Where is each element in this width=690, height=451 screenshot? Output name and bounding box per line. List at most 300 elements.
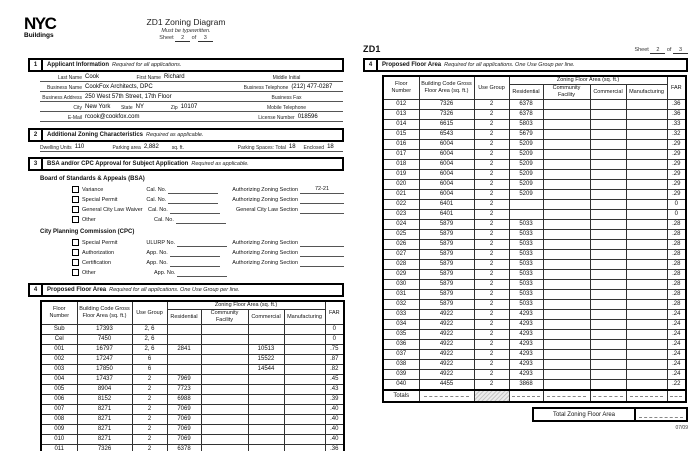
cell-commercial[interactable] [590, 220, 626, 230]
cell-use-group[interactable]: 2, 6 [132, 325, 167, 335]
cell-residential[interactable]: 5209 [509, 150, 543, 160]
cell-far[interactable]: .36 [667, 110, 686, 120]
cell-community-facility[interactable] [543, 300, 590, 310]
authorizing-zoning-section-field[interactable] [300, 266, 344, 267]
cell-manufacturing[interactable] [284, 365, 325, 375]
cell-floor-number[interactable]: 009 [41, 425, 77, 435]
cell-far[interactable]: .28 [667, 220, 686, 230]
cell-residential[interactable]: 5209 [509, 160, 543, 170]
cell-residential[interactable]: 6378 [167, 445, 201, 451]
cell-community-facility[interactable] [543, 360, 590, 370]
cell-commercial[interactable] [248, 445, 284, 451]
cell-residential[interactable] [167, 365, 201, 375]
cell-floor-number[interactable]: 037 [383, 350, 419, 360]
special-permit-checkbox[interactable] [72, 196, 79, 203]
cell-residential[interactable]: 5033 [509, 280, 543, 290]
cell-use-group[interactable]: 2 [474, 190, 509, 200]
cell-commercial[interactable] [590, 370, 626, 380]
ulurp-no-field[interactable] [177, 239, 227, 247]
cell-commercial[interactable] [248, 425, 284, 435]
cell-commercial[interactable]: 14544 [248, 365, 284, 375]
cell-manufacturing[interactable] [284, 385, 325, 395]
cell-floor-number[interactable]: 027 [383, 250, 419, 260]
cell-use-group[interactable]: 6 [132, 355, 167, 365]
cell-gross-floor-area[interactable]: 8271 [77, 405, 132, 415]
cal-no-field[interactable] [170, 206, 220, 214]
cell-community-facility[interactable] [543, 120, 590, 130]
cell-floor-number[interactable]: 006 [41, 395, 77, 405]
cell-commercial[interactable] [590, 320, 626, 330]
dwelling-units-field[interactable]: 110 [74, 144, 85, 150]
cell-commercial[interactable] [590, 120, 626, 130]
cell-residential[interactable] [509, 210, 543, 220]
cell-far[interactable]: .28 [667, 250, 686, 260]
cell-manufacturing[interactable] [626, 250, 667, 260]
cell-manufacturing[interactable] [284, 395, 325, 405]
cell-residential[interactable]: 5209 [509, 190, 543, 200]
cell-community-facility[interactable] [201, 325, 248, 335]
business-phone-field[interactable]: (212) 477-0287 [291, 84, 333, 90]
cell-use-group[interactable]: 2 [132, 425, 167, 435]
cell-residential[interactable]: 5033 [509, 250, 543, 260]
cell-use-group[interactable]: 2 [474, 100, 509, 110]
cell-commercial[interactable] [590, 110, 626, 120]
app-no-field[interactable] [177, 269, 227, 277]
cell-use-group[interactable]: 2 [474, 280, 509, 290]
authorizing-zoning-section-field[interactable] [300, 256, 344, 257]
cell-gross-floor-area[interactable]: 4922 [419, 350, 474, 360]
cell-commercial[interactable]: 15522 [248, 355, 284, 365]
cell-commercial[interactable] [590, 190, 626, 200]
variance-checkbox[interactable] [72, 186, 79, 193]
cell-floor-number[interactable]: 008 [41, 415, 77, 425]
cell-use-group[interactable]: 2 [474, 290, 509, 300]
cell-floor-number[interactable]: 033 [383, 310, 419, 320]
cell-manufacturing[interactable] [626, 170, 667, 180]
cell-community-facility[interactable] [543, 150, 590, 160]
cell-floor-number[interactable]: 028 [383, 260, 419, 270]
cell-use-group[interactable]: 2 [474, 310, 509, 320]
cell-manufacturing[interactable] [626, 130, 667, 140]
cell-floor-number[interactable]: 039 [383, 370, 419, 380]
cell-floor-number[interactable]: 025 [383, 230, 419, 240]
cell-manufacturing[interactable] [626, 380, 667, 391]
cell-gross-floor-area[interactable]: 17850 [77, 365, 132, 375]
cell-floor-number[interactable]: 011 [41, 445, 77, 451]
cell-far[interactable]: .36 [667, 100, 686, 110]
cell-gross-floor-area[interactable]: 6615 [419, 120, 474, 130]
cell-far[interactable]: .24 [667, 360, 686, 370]
cell-use-group[interactable]: 2 [474, 150, 509, 160]
cell-community-facility[interactable] [543, 170, 590, 180]
cell-floor-number[interactable]: 003 [41, 365, 77, 375]
cell-manufacturing[interactable] [626, 330, 667, 340]
cell-commercial[interactable] [248, 375, 284, 385]
cell-floor-number[interactable]: 001 [41, 345, 77, 355]
cell-use-group[interactable]: 2 [474, 380, 509, 391]
cell-commercial[interactable] [590, 210, 626, 220]
cell-residential[interactable]: 5033 [509, 240, 543, 250]
cell-manufacturing[interactable] [626, 280, 667, 290]
cell-gross-floor-area[interactable]: 5879 [419, 290, 474, 300]
cell-gross-floor-area[interactable]: 7326 [419, 100, 474, 110]
cell-gross-floor-area[interactable]: 6004 [419, 160, 474, 170]
cell-gross-floor-area[interactable]: 6401 [419, 200, 474, 210]
cell-manufacturing[interactable] [626, 230, 667, 240]
cell-gross-floor-area[interactable]: 8271 [77, 435, 132, 445]
cell-manufacturing[interactable] [626, 260, 667, 270]
cell-far[interactable]: .24 [667, 340, 686, 350]
cell-community-facility[interactable] [201, 445, 248, 451]
cell-use-group[interactable]: 2 [474, 370, 509, 380]
cell-floor-number[interactable]: 021 [383, 190, 419, 200]
cell-far[interactable]: 0 [667, 200, 686, 210]
cell-commercial[interactable] [248, 385, 284, 395]
cell-commercial[interactable] [590, 160, 626, 170]
cell-commercial[interactable] [590, 100, 626, 110]
cell-gross-floor-area[interactable]: 4922 [419, 370, 474, 380]
authorizing-zoning-section-field[interactable] [300, 203, 344, 204]
cell-manufacturing[interactable] [626, 110, 667, 120]
cell-commercial[interactable]: 10513 [248, 345, 284, 355]
cell-community-facility[interactable] [543, 210, 590, 220]
cell-gross-floor-area[interactable]: 5879 [419, 240, 474, 250]
cell-manufacturing[interactable] [626, 240, 667, 250]
cell-far[interactable]: .40 [325, 435, 344, 445]
cell-residential[interactable] [167, 335, 201, 345]
cell-commercial[interactable] [590, 260, 626, 270]
cell-manufacturing[interactable] [284, 335, 325, 345]
cell-commercial[interactable] [590, 280, 626, 290]
cell-floor-number[interactable]: 004 [41, 375, 77, 385]
cell-residential[interactable]: 7069 [167, 415, 201, 425]
cell-use-group[interactable]: 2 [474, 240, 509, 250]
cell-floor-number[interactable]: Cel [41, 335, 77, 345]
cell-manufacturing[interactable] [626, 220, 667, 230]
cell-commercial[interactable] [590, 310, 626, 320]
cell-community-facility[interactable] [201, 425, 248, 435]
cell-far[interactable]: .24 [667, 350, 686, 360]
cell-floor-number[interactable]: 014 [383, 120, 419, 130]
parking-spaces-total-field[interactable]: 18 [288, 144, 296, 150]
cell-manufacturing[interactable] [284, 375, 325, 385]
cell-community-facility[interactable] [543, 100, 590, 110]
cell-manufacturing[interactable] [284, 445, 325, 451]
cell-community-facility[interactable] [543, 340, 590, 350]
cell-community-facility[interactable] [543, 290, 590, 300]
totals-gross-field[interactable] [419, 390, 474, 402]
cell-manufacturing[interactable] [284, 435, 325, 445]
cell-residential[interactable]: 5803 [509, 120, 543, 130]
cell-manufacturing[interactable] [626, 310, 667, 320]
cell-residential[interactable]: 6378 [509, 110, 543, 120]
cell-residential[interactable] [509, 200, 543, 210]
cell-community-facility[interactable] [201, 375, 248, 385]
cell-gross-floor-area[interactable]: 5879 [419, 230, 474, 240]
email-field[interactable]: rcook@cookfox.com [85, 114, 140, 120]
totals-commercial-field[interactable] [590, 390, 626, 402]
cell-gross-floor-area[interactable]: 6543 [419, 130, 474, 140]
cell-community-facility[interactable] [201, 435, 248, 445]
cell-manufacturing[interactable] [626, 370, 667, 380]
cell-gross-floor-area[interactable]: 8271 [77, 415, 132, 425]
cell-use-group[interactable]: 2 [132, 395, 167, 405]
cell-far[interactable]: .29 [667, 170, 686, 180]
cell-far[interactable]: .87 [325, 355, 344, 365]
cell-far[interactable]: .45 [325, 375, 344, 385]
cell-community-facility[interactable] [543, 370, 590, 380]
general-city-law-section-field[interactable] [300, 213, 344, 214]
cell-residential[interactable]: 5033 [509, 230, 543, 240]
cell-residential[interactable]: 4293 [509, 330, 543, 340]
cell-gross-floor-area[interactable]: 6401 [419, 210, 474, 220]
cell-floor-number[interactable]: 036 [383, 340, 419, 350]
cell-floor-number[interactable]: 024 [383, 220, 419, 230]
app-no-field[interactable] [170, 249, 220, 257]
cell-use-group[interactable]: 2 [474, 350, 509, 360]
cell-use-group[interactable]: 6 [132, 365, 167, 375]
cpc-other-checkbox[interactable] [72, 269, 79, 276]
cell-residential[interactable]: 3868 [509, 380, 543, 391]
cell-floor-number[interactable]: 034 [383, 320, 419, 330]
cell-gross-floor-area[interactable]: 5879 [419, 270, 474, 280]
cell-floor-number[interactable]: 013 [383, 110, 419, 120]
cell-commercial[interactable] [590, 130, 626, 140]
cell-use-group[interactable]: 2 [132, 445, 167, 451]
cell-gross-floor-area[interactable]: 5879 [419, 250, 474, 260]
cell-residential[interactable]: 2841 [167, 345, 201, 355]
cell-residential[interactable]: 5033 [509, 260, 543, 270]
cell-far[interactable]: .28 [667, 240, 686, 250]
cell-use-group[interactable]: 2 [474, 340, 509, 350]
cell-commercial[interactable] [248, 405, 284, 415]
cell-community-facility[interactable] [201, 335, 248, 345]
sheet-total-field[interactable]: 3 [198, 35, 213, 43]
totals-residential-field[interactable] [509, 390, 543, 402]
cell-community-facility[interactable] [543, 310, 590, 320]
cell-residential[interactable]: 4293 [509, 340, 543, 350]
cell-community-facility[interactable] [543, 200, 590, 210]
first-name-field[interactable]: Richard [163, 74, 185, 80]
cell-residential[interactable]: 7069 [167, 435, 201, 445]
cell-residential[interactable]: 5209 [509, 180, 543, 190]
cell-commercial[interactable] [590, 250, 626, 260]
cell-manufacturing[interactable] [626, 340, 667, 350]
cell-use-group[interactable]: 2 [474, 260, 509, 270]
cell-gross-floor-area[interactable]: 17437 [77, 375, 132, 385]
cell-community-facility[interactable] [543, 270, 590, 280]
cell-floor-number[interactable]: 029 [383, 270, 419, 280]
cell-far[interactable]: .39 [325, 395, 344, 405]
sheet-number-field[interactable]: 2 [175, 35, 190, 43]
cell-far[interactable]: .29 [667, 140, 686, 150]
cell-community-facility[interactable] [543, 240, 590, 250]
cell-community-facility[interactable] [543, 230, 590, 240]
cell-manufacturing[interactable] [284, 415, 325, 425]
cell-manufacturing[interactable] [626, 160, 667, 170]
cpc-special-permit-checkbox[interactable] [72, 239, 79, 246]
cell-floor-number[interactable]: 020 [383, 180, 419, 190]
cell-commercial[interactable] [248, 335, 284, 345]
cell-use-group[interactable]: 2 [474, 120, 509, 130]
cell-gross-floor-area[interactable]: 6004 [419, 180, 474, 190]
cell-community-facility[interactable] [543, 380, 590, 391]
totals-community-facility-field[interactable] [543, 390, 590, 402]
cell-use-group[interactable]: 2 [474, 360, 509, 370]
cell-commercial[interactable] [590, 180, 626, 190]
cell-community-facility[interactable] [543, 160, 590, 170]
cell-far[interactable]: .24 [667, 330, 686, 340]
cell-far[interactable]: .22 [667, 380, 686, 391]
cell-residential[interactable]: 5033 [509, 290, 543, 300]
cell-community-facility[interactable] [543, 140, 590, 150]
cell-far[interactable]: .28 [667, 230, 686, 240]
cell-gross-floor-area[interactable]: 16797 [77, 345, 132, 355]
cell-gross-floor-area[interactable]: 8152 [77, 395, 132, 405]
cell-floor-number[interactable]: 016 [383, 140, 419, 150]
cell-residential[interactable]: 6378 [509, 100, 543, 110]
cell-residential[interactable] [167, 355, 201, 365]
cell-floor-number[interactable]: 019 [383, 170, 419, 180]
cell-use-group[interactable]: 2 [474, 230, 509, 240]
cell-commercial[interactable] [590, 330, 626, 340]
cell-far[interactable]: .40 [325, 405, 344, 415]
cell-use-group[interactable]: 2 [474, 300, 509, 310]
cell-use-group[interactable]: 2 [132, 385, 167, 395]
cell-use-group[interactable]: 2 [132, 435, 167, 445]
cell-use-group[interactable]: 2 [474, 220, 509, 230]
cell-commercial[interactable] [590, 350, 626, 360]
business-address-field[interactable]: 250 West 57th Street, 17th Floor [85, 94, 172, 100]
cell-floor-number[interactable]: 012 [383, 100, 419, 110]
cell-far[interactable]: .40 [325, 415, 344, 425]
cell-community-facility[interactable] [543, 130, 590, 140]
cell-floor-number[interactable]: 032 [383, 300, 419, 310]
cell-residential[interactable]: 5033 [509, 270, 543, 280]
cell-gross-floor-area[interactable]: 6004 [419, 170, 474, 180]
cell-residential[interactable]: 6988 [167, 395, 201, 405]
cell-community-facility[interactable] [543, 330, 590, 340]
cell-community-facility[interactable] [543, 320, 590, 330]
cell-floor-number[interactable]: 040 [383, 380, 419, 391]
cell-commercial[interactable] [590, 240, 626, 250]
cell-use-group[interactable]: 2 [474, 110, 509, 120]
cell-commercial[interactable] [590, 290, 626, 300]
cell-manufacturing[interactable] [626, 300, 667, 310]
cell-far[interactable]: .29 [667, 180, 686, 190]
cell-far[interactable]: .32 [667, 130, 686, 140]
cell-gross-floor-area[interactable]: 5879 [419, 280, 474, 290]
cell-residential[interactable]: 4293 [509, 360, 543, 370]
cell-far[interactable]: .28 [667, 260, 686, 270]
cell-manufacturing[interactable] [284, 405, 325, 415]
cell-gross-floor-area[interactable]: 7326 [419, 110, 474, 120]
cal-no-field[interactable] [168, 186, 218, 194]
cell-manufacturing[interactable] [284, 325, 325, 335]
cell-floor-number[interactable]: 035 [383, 330, 419, 340]
authorizing-zoning-section-field[interactable] [300, 246, 344, 247]
cell-manufacturing[interactable] [626, 140, 667, 150]
cell-residential[interactable]: 5679 [509, 130, 543, 140]
cell-gross-floor-area[interactable]: 7450 [77, 335, 132, 345]
cell-use-group[interactable]: 2 [474, 210, 509, 220]
cell-commercial[interactable] [590, 170, 626, 180]
cell-floor-number[interactable]: 015 [383, 130, 419, 140]
cell-gross-floor-area[interactable]: 8271 [77, 425, 132, 435]
cell-community-facility[interactable] [201, 385, 248, 395]
parking-area-field[interactable]: 2,882 [143, 144, 159, 150]
cell-use-group[interactable]: 2 [474, 140, 509, 150]
cell-gross-floor-area[interactable]: 6004 [419, 190, 474, 200]
cell-commercial[interactable] [590, 300, 626, 310]
cell-use-group[interactable]: 2, 6 [132, 345, 167, 355]
cell-community-facility[interactable] [201, 415, 248, 425]
cell-commercial[interactable] [248, 415, 284, 425]
cell-community-facility[interactable] [543, 110, 590, 120]
cell-residential[interactable]: 5033 [509, 220, 543, 230]
cell-use-group[interactable]: 2 [474, 250, 509, 260]
cell-residential[interactable]: 5209 [509, 170, 543, 180]
cell-floor-number[interactable]: Sub [41, 325, 77, 335]
cell-floor-number[interactable]: 026 [383, 240, 419, 250]
cell-manufacturing[interactable] [626, 120, 667, 130]
cell-commercial[interactable] [590, 230, 626, 240]
cell-community-facility[interactable] [201, 365, 248, 375]
cell-residential[interactable]: 7723 [167, 385, 201, 395]
cell-gross-floor-area[interactable]: 4922 [419, 330, 474, 340]
cell-gross-floor-area[interactable]: 5879 [419, 260, 474, 270]
cell-use-group[interactable]: 2 [132, 405, 167, 415]
cell-floor-number[interactable]: 030 [383, 280, 419, 290]
cell-manufacturing[interactable] [626, 210, 667, 220]
cell-gross-floor-area[interactable]: 5879 [419, 300, 474, 310]
cell-floor-number[interactable]: 022 [383, 200, 419, 210]
cell-commercial[interactable] [590, 360, 626, 370]
cell-floor-number[interactable]: 017 [383, 150, 419, 160]
city-field[interactable]: New York [85, 104, 111, 110]
certification-checkbox[interactable] [72, 259, 79, 266]
cell-gross-floor-area[interactable]: 4455 [419, 380, 474, 391]
cell-far[interactable]: 0 [325, 325, 344, 335]
cell-far[interactable]: .24 [667, 370, 686, 380]
cell-use-group[interactable]: 2 [132, 375, 167, 385]
cell-far[interactable]: .28 [667, 280, 686, 290]
cell-far[interactable]: .28 [667, 290, 686, 300]
cell-use-group[interactable]: 2 [132, 415, 167, 425]
cell-residential[interactable]: 7969 [167, 375, 201, 385]
cell-use-group[interactable]: 2 [474, 170, 509, 180]
cell-gross-floor-area[interactable]: 6004 [419, 150, 474, 160]
cell-gross-floor-area[interactable]: 8904 [77, 385, 132, 395]
cell-use-group[interactable]: 2 [474, 320, 509, 330]
authorization-checkbox[interactable] [72, 249, 79, 256]
cell-commercial[interactable] [590, 200, 626, 210]
cell-gross-floor-area[interactable]: 17247 [77, 355, 132, 365]
cell-far[interactable]: .29 [667, 190, 686, 200]
cell-far[interactable]: .29 [667, 160, 686, 170]
cell-gross-floor-area[interactable]: 4922 [419, 320, 474, 330]
cell-manufacturing[interactable] [626, 180, 667, 190]
cell-far[interactable]: .82 [325, 365, 344, 375]
cell-commercial[interactable] [248, 435, 284, 445]
sheet-number-field[interactable]: 2 [650, 47, 665, 54]
cell-far[interactable]: .75 [325, 345, 344, 355]
cell-floor-number[interactable]: 031 [383, 290, 419, 300]
cal-no-field[interactable] [176, 216, 226, 224]
cell-residential[interactable]: 5209 [509, 140, 543, 150]
cell-residential[interactable]: 4293 [509, 310, 543, 320]
general-city-law-waiver-checkbox[interactable] [72, 206, 79, 213]
